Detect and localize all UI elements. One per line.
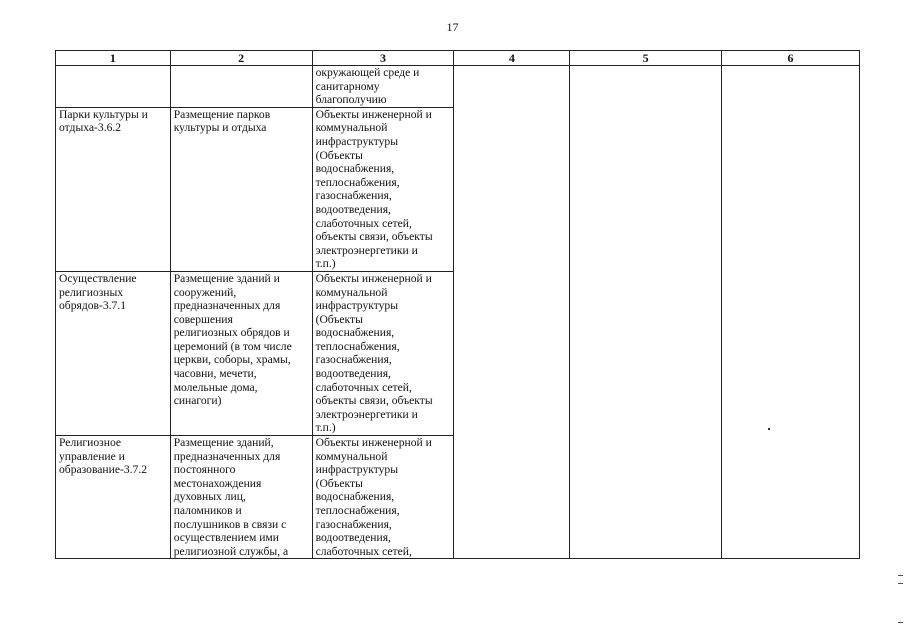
page-number: 17 (446, 20, 459, 34)
table-cell (170, 66, 312, 108)
column-header-6: 6 (722, 51, 860, 66)
table-cell: Парки культуры и отдыха-3.6.2 (56, 107, 171, 271)
column-header-1: 1 (56, 51, 171, 66)
table-cell: Объекты инженерной и коммунальной инфраструктуры (Объекты водоснабжения, теплоснабжения, газоснабжения, водоотведения, слаботочных сетей, объекты связи, объекты электроэнергетики и т.п.) (312, 107, 454, 271)
table-cell: Объекты инженерной и коммунальной инфраструктуры (Объекты водоснабжения, теплоснабжения, газоснабжения, водоотведения, слаботочных сетей, объекты связи, объекты электроэнергетики и т.п.) (312, 271, 454, 435)
header-row (56, 51, 860, 66)
table-cell: Объекты инженерной и коммунальной инфраструктуры (Объекты водоснабжения, теплоснабжения, газоснабжения, водоотведения, слаботочных сетей, (312, 436, 454, 559)
edge-mark (898, 583, 903, 584)
table-cell: Размещение зданий и сооружений, предназначенных для совершения религиозных обрядов и церемоний (в том числе церкви, соборы, храмы, часовни, мечети, молельные дома, синагоги) (170, 271, 312, 435)
table-row (56, 66, 860, 108)
table-cell: Размещение зданий, предназначенных для постоянного местонахождения духовных лиц, паломников и послушников в связи с осуществлением ими религиозной службы, а (170, 436, 312, 559)
column-header-2: 2 (170, 51, 312, 66)
table-cell: Осуществление религиозных обрядов-3.7.1 (56, 271, 171, 435)
table-cell (56, 66, 171, 108)
table-cell: Размещение парков культуры и отдыха (170, 107, 312, 271)
table-cell: окружающей среде и санитарному благополучию (312, 66, 454, 108)
edge-mark (898, 622, 903, 623)
empty-column-cell (722, 66, 860, 559)
document-table (55, 50, 860, 559)
scan-speck (768, 428, 770, 430)
column-header-4: 4 (454, 51, 570, 66)
column-header-5: 5 (570, 51, 722, 66)
empty-column-cell (454, 66, 570, 559)
edge-mark (898, 575, 903, 576)
empty-column-cell (570, 66, 722, 559)
table-cell: Религиозное управление и образование-3.7.2 (56, 436, 171, 559)
column-header-3: 3 (312, 51, 454, 66)
